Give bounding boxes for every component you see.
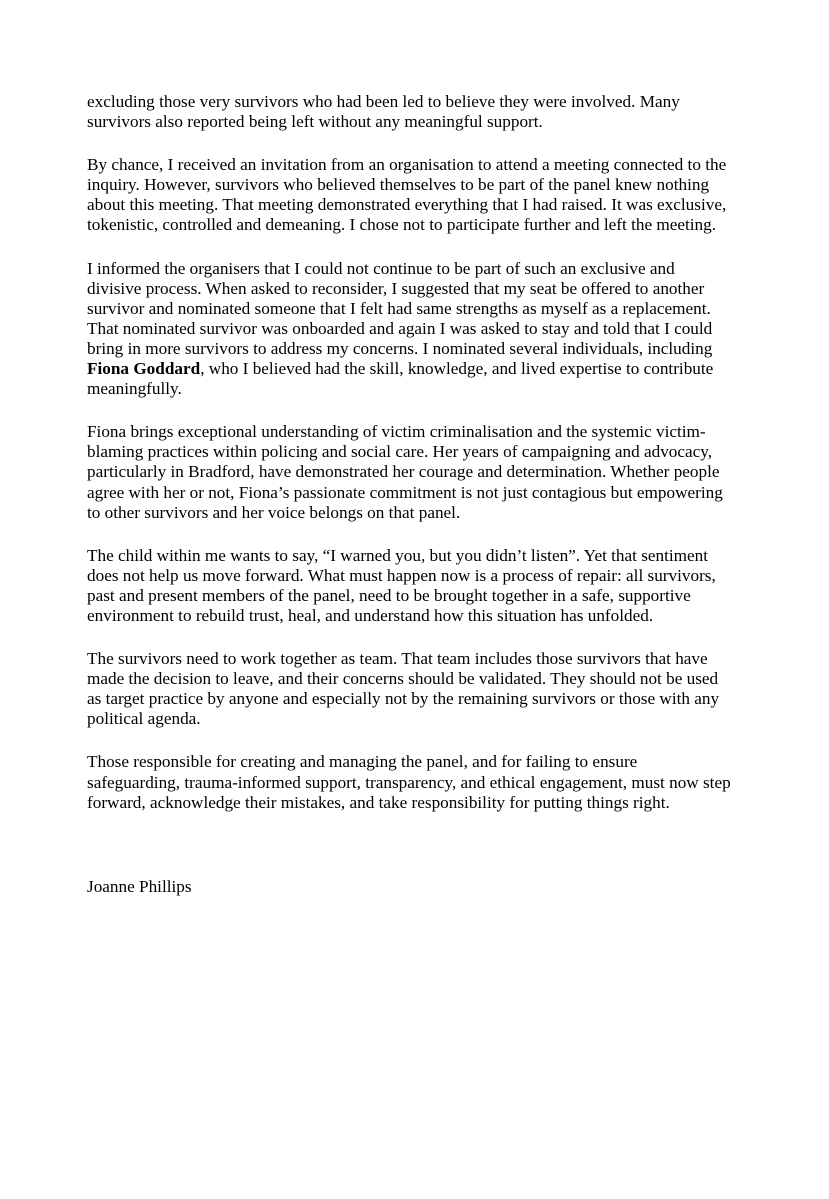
signature: Joanne Phillips	[87, 876, 192, 896]
paragraph	[87, 546, 787, 626]
text-line: excluding those very survivors who had been led to believe they were involved. Many	[87, 92, 680, 111]
text-line: inquiry. However, survivors who believed themselves to be part of the panel knew nothing	[87, 175, 710, 195]
paragraph	[87, 752, 787, 812]
text-line: survivor and nominated someone that I felt had same strengths as myself as a replacement.	[87, 298, 711, 318]
text-line: about this meeting. That meeting demonstrated everything that I had raised. It was exclusive,	[87, 195, 727, 215]
text-line: does not help us move forward. What must happen now is a process of repair: all survivors,	[87, 565, 716, 585]
text-line: to other survivors and her voice belongs on that panel.	[87, 502, 461, 522]
text-line: as target practice by anyone and especially not by the remaining survivors or those with any	[87, 689, 720, 709]
text-line: survivors also reported being left without any meaningful support.	[87, 112, 543, 132]
paragraph	[87, 92, 787, 132]
text-line: divisive process. When asked to reconsider, I suggested that my seat be offered to another	[87, 278, 705, 298]
text-line: meaningfully.	[87, 379, 182, 399]
text-line: By chance, I received an invitation from an organisation to attend a meeting connected to the	[87, 155, 727, 175]
text-line: bring in more survivors to address my concerns. I nominated several individuals, including	[87, 338, 713, 358]
text-line: agree with her or not, Fiona’s passionate commitment is not just contagious but empowering	[87, 482, 723, 502]
text-line: The survivors need to work together as team. That team includes those survivors that have	[87, 649, 708, 669]
text-line: The child within me wants to say, “I warned you, but you didn’t listen”. Yet that sentiment	[87, 545, 709, 565]
text-line: I informed the organisers that I could not continue to be part of such an exclusive and	[87, 258, 675, 278]
paragraph	[87, 259, 787, 400]
paragraph	[87, 422, 787, 522]
text-line: Fiona brings exceptional understanding of victim criminalisation and the systemic victim-	[87, 422, 706, 442]
text-line: That nominated survivor was onboarded and again I was asked to stay and told that I could	[87, 318, 713, 338]
text-line: blaming practices within policing and social care. Her years of campaigning and advocacy,	[87, 442, 713, 462]
text-line: made the decision to leave, and their concerns should be validated. They should not be used	[87, 669, 719, 689]
bold-name: Fiona Goddard	[87, 359, 201, 379]
text-line: political agenda.	[87, 709, 201, 729]
text-line: particularly in Bradford, have demonstrated her courage and determination. Whether people	[87, 462, 720, 482]
text-segment: , who I believed had the skill, knowledge, and lived expertise to contribute	[200, 359, 714, 379]
text-line: environment to rebuild trust, heal, and understand how this situation has unfolded.	[87, 605, 654, 625]
paragraph	[87, 155, 787, 235]
paragraph	[87, 649, 787, 729]
text-line: safeguarding, trauma-informed support, transparency, and ethical engagement, must now step	[87, 772, 731, 792]
text-line: forward, acknowledge their mistakes, and take responsibility for putting things right.	[87, 792, 670, 812]
text-line	[87, 359, 787, 379]
document-page	[87, 92, 787, 897]
text-line: tokenistic, controlled and demeaning. I chose not to participate further and left the meeting.	[87, 215, 717, 235]
text-line: past and present members of the panel, need to be brought together in a safe, supportive	[87, 585, 691, 605]
text-line: Those responsible for creating and managing the panel, and for failing to ensure	[87, 752, 638, 772]
